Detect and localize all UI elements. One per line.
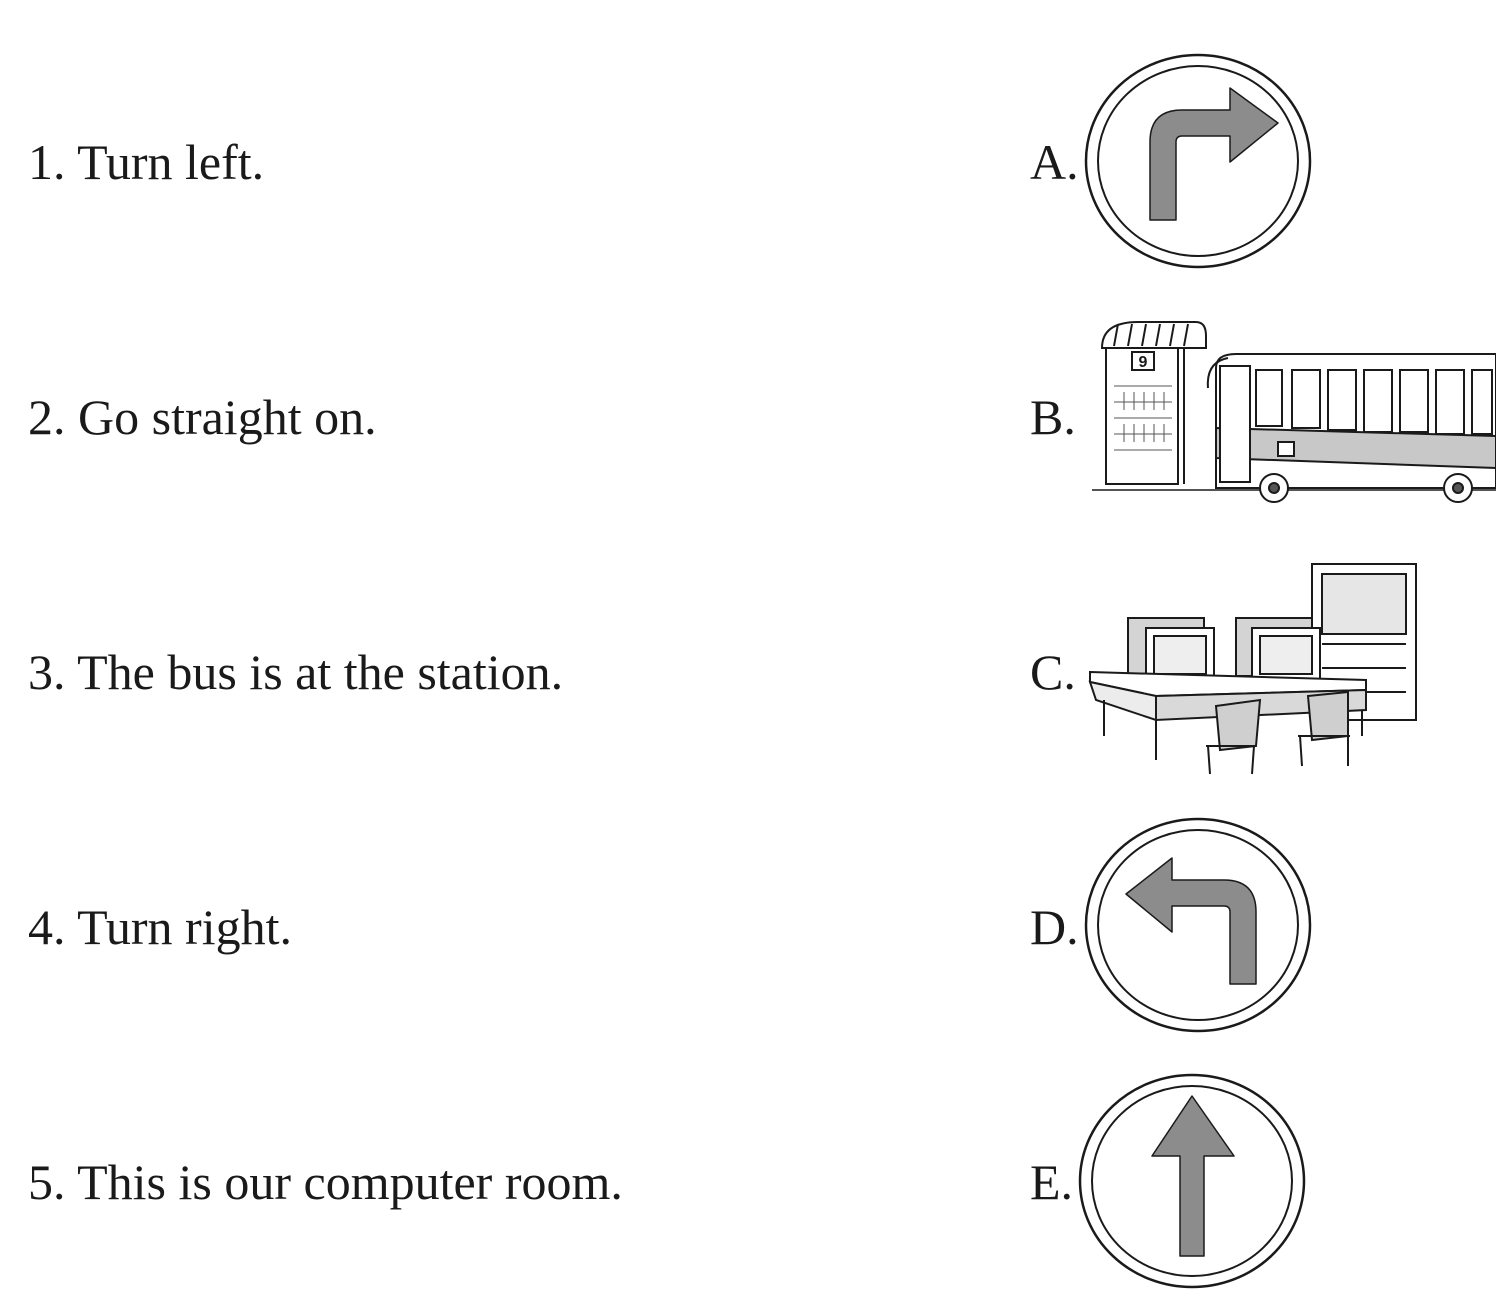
bus-stop-number: 9 <box>1138 354 1148 371</box>
option-letter-d: D. <box>1030 899 1079 955</box>
bus <box>1208 354 1496 502</box>
chair <box>1216 700 1260 750</box>
sentence-text: Turn left. <box>77 134 265 190</box>
sentence-3 <box>28 644 564 700</box>
sentence-5 <box>28 1154 623 1210</box>
bus-stop-sign <box>1102 322 1206 484</box>
sentence-number: 3. <box>28 644 66 700</box>
sentence-number: 1. <box>28 134 66 190</box>
computer-room-picture <box>1086 560 1430 782</box>
bus-at-station-picture <box>1088 318 1496 510</box>
sentence-text: Turn right. <box>77 899 292 955</box>
sentence-1 <box>28 134 265 190</box>
sentence-number: 4. <box>28 899 66 955</box>
sentence-number: 2. <box>28 389 66 445</box>
straight-ahead-sign-icon <box>1076 1070 1308 1292</box>
sentence-2 <box>28 389 377 445</box>
option-letter-e: E. <box>1030 1154 1074 1210</box>
sentence-4 <box>28 899 292 955</box>
sentence-text: This is our computer room. <box>77 1154 623 1210</box>
sentence-text: The bus is at the station. <box>77 644 564 700</box>
sentence-text: Go straight on. <box>78 389 377 445</box>
chair <box>1308 692 1348 740</box>
option-letter-b: B. <box>1030 389 1076 445</box>
option-letter-c: C. <box>1030 644 1076 700</box>
turn-left-sign-icon <box>1082 814 1314 1036</box>
turn-right-sign-icon <box>1082 50 1314 272</box>
sentence-number: 5. <box>28 1154 66 1210</box>
option-letter-a: A. <box>1030 134 1079 190</box>
